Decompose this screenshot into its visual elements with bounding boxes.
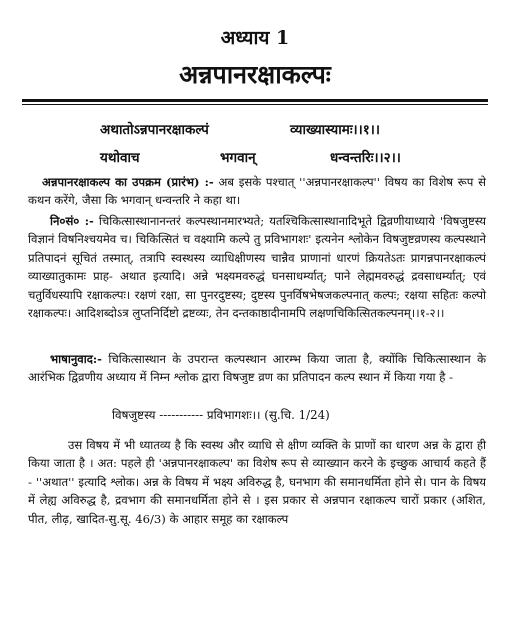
commentary-text: चिकित्सास्थानानन्तरं कल्पस्थानमारभ्यते; यतश्चिकित्सास्थानादिभूते द्विव्रणीयाध्याये 'विषजुष्टस्य विज्ञानं विषनिश्चयमेव च। चिकित्सितं च वक्ष्यामि कल्पे तु प्रविभागशः' इत्यनेन श्लोकेन विषजुष्टव्रणस्य कल्पस्थाने प्रतिपादनं सूचितं तस्मात्, तत्रापि स्वस्थस्य व्याधिक्षीणस्य चान्नैव प्राणानां धारणं क्रियतेऽतः प्रागन्नपानरक्षाकल्पं व्याख्यातुकामः प्राह- अथात इत्यादि। अन्ने भक्ष्यमवरुद्धं घनसाधर्म्यात्; पाने लेह्ममवरुद्धं द्रवसाधर्म्यात्; एवं चतुर्विधस्यापि रक्षाकल्पः। रक्षणं रक्षा, सा पुनरदुष्टस्य; दुष्टस्य पुनर्विषभेषजकल्पनात् कल्पः; रक्षया सहितः कल्पो रक्षाकल्पः। आदिशब्दोऽत्र लुप्तनिर्दिष्टो द्रष्टव्यः, तेन दन्तकाष्ठादीनामपि लक्षणचिकित्सितकल्पनम्।।१-२।।	[28, 214, 486, 321]
translation-paragraph	[28, 350, 486, 387]
intro-lead: अन्नपानरक्षाकल्प का उपक्रम (प्रारंभ) :-	[42, 175, 214, 189]
verse-reference-quote: विषजुष्टस्य ----------- प्रविभागशः।। (सु.चि. 1/24)	[112, 408, 330, 422]
closing-text: उस विषय में भी ध्यातव्य है कि स्वस्थ और व्याधि से क्षीण व्यक्ति के प्राणों का धारण अन्न के द्वारा ही किया जाता है । अत: पहले ही 'अन्नपानरक्षाकल्प' का विशेष रूप से व्याख्यान करने के इच्छुक आचार्य कहते हैं - ''अथात'' इत्यादि श्लोक। अन्न के विषय में भक्ष्य अविरुद्ध है, घनभाग की समानधर्मिता होने से। पान के विषय में लेह्य अविरुद्ध है, द्रवभाग की समानधर्मिता होने से । इस प्रकार से अन्नपान रक्षाकल्प चारों प्रकार (अशित, पीत, लीढ़, खादित-सु.सू. 46/3) के आहार समूह का रक्षाकल्प	[28, 438, 486, 526]
translation-text: चिकित्सास्थान के उपरान्त कल्पस्थान आरम्भ किया जाता है, क्योंकि चिकित्सास्थान के आरंभिक द्विव्रणीय अध्याय में निम्न श्लोक द्वारा विषजुष्ट व्रण का प्रतिपादन कल्प स्थान में किया गया है -	[28, 352, 486, 385]
header-rule-thin	[22, 104, 488, 105]
commentary-lead: नि०सं० :-	[50, 214, 94, 228]
chapter-title: अन्नपानरक्षाकल्पः	[179, 60, 331, 89]
closing-paragraph	[28, 436, 486, 528]
verse-2-part-1: यथोवाच	[100, 150, 140, 166]
commentary-paragraph	[28, 212, 486, 322]
verse-1-part-1: अथातोऽन्नपानरक्षाकल्पं	[100, 122, 209, 138]
verse-2-part-3: धन्वन्तरिः।।२।।	[330, 150, 401, 166]
intro-paragraph	[28, 173, 486, 210]
intro-text: अब इसके पश्चात् ''अन्नपानरक्षाकल्प'' विषय का विशेष रूप से कथन करेंगे, जैसा कि भगवान् धन्वन्तरि ने कहा था।	[28, 175, 486, 208]
verse-1-part-2: व्याख्यास्यामः।।१।।	[290, 122, 381, 138]
verse-2-part-2: भगवान्	[220, 150, 256, 166]
chapter-label: अध्याय 1	[220, 27, 290, 49]
translation-lead: भाषानुवाद:-	[50, 352, 102, 366]
header-rule-thick	[22, 99, 488, 102]
